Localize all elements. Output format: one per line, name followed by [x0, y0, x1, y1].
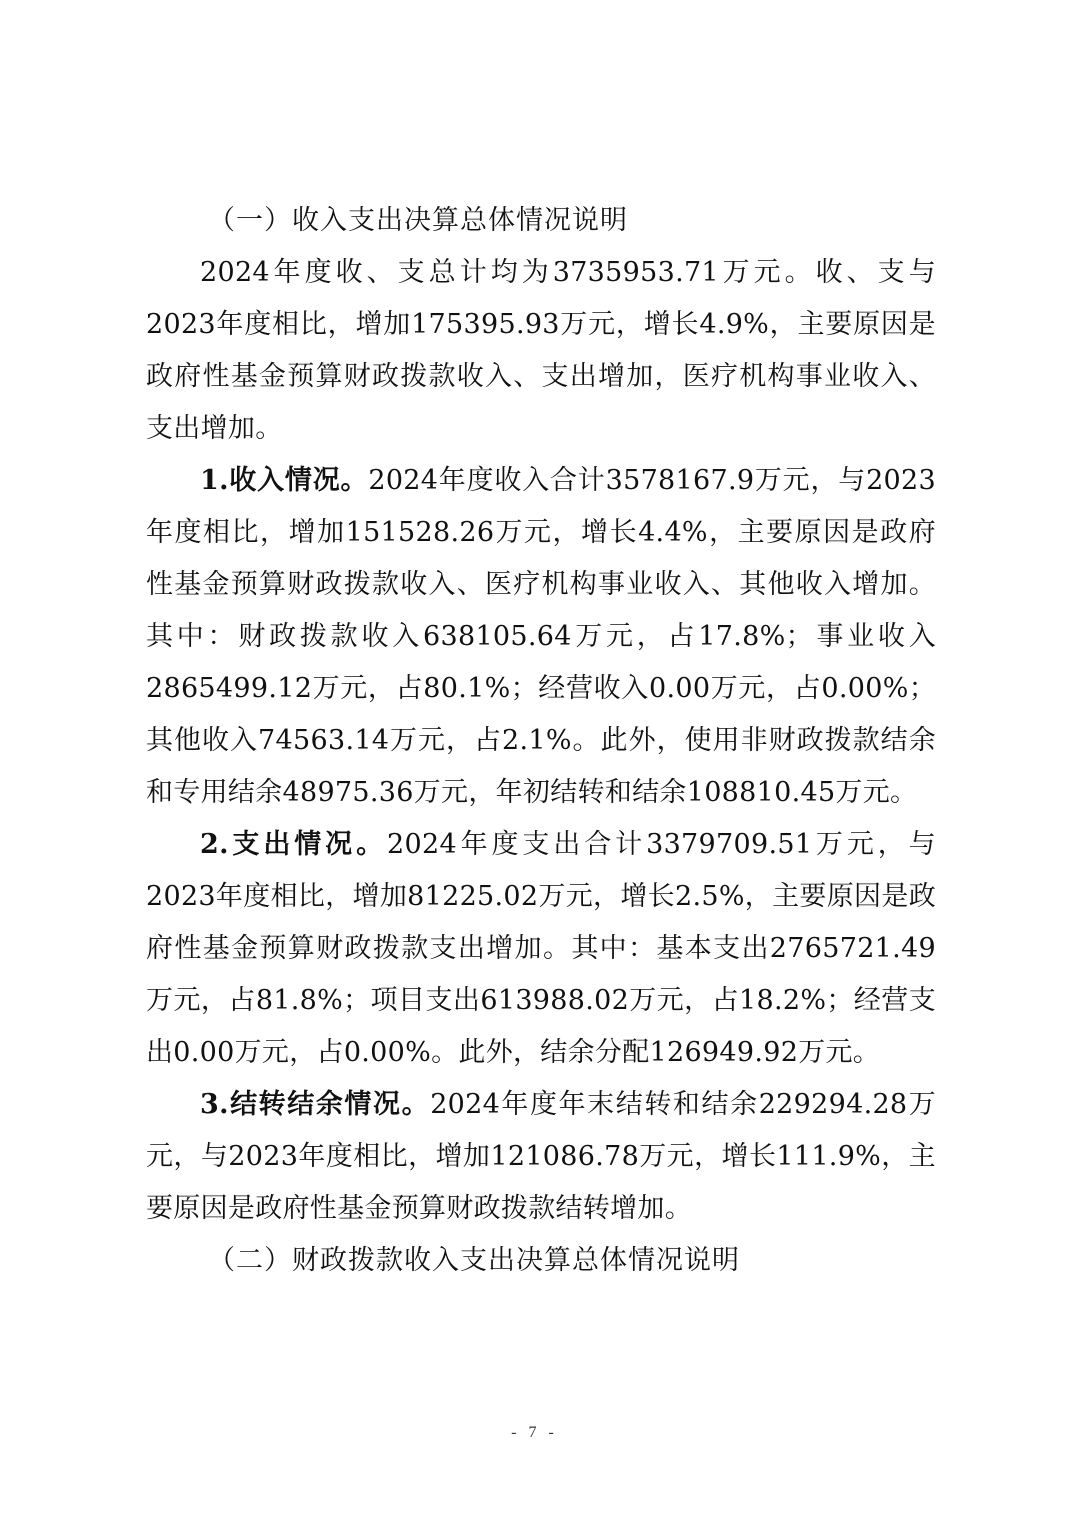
income-label: 1.收入情况。 [200, 465, 369, 496]
expense-text: 2024年度支出合计3379709.51万元，与2023年度相比，增加81225.02万元，增长2.5%，主要原因是政府性基金预算财政拨款支出增加。其中：基本支出2765721.49万元，占81.8%；项目支出613988.02万元，占18.2%；经营支出0.00万元，占0.00%。此外，结余分配126949.92万元。 [146, 829, 936, 1068]
expense-label: 2.支出情况。 [200, 829, 388, 860]
section-heading-2: （二）财政拨款收入支出决算总体情况说明 [208, 1245, 740, 1276]
income-text: 2024年度收入合计3578167.9万元，与2023年度相比，增加151528.26万元，增长4.4%，主要原因是政府性基金预算财政拨款收入、医疗机构事业收入、其他收入增加。其中：财政拨款收入638105.64万元，占17.8%；事业收入2865499.12万元，占80.1%；经营收入0.00万元，占0.00%；其他收入74563.14万元，占2.1%。此外，使用非财政拨款结余和专用结余48975.36万元，年初结转和结余108810.45万元。 [146, 465, 936, 808]
expense-paragraph [146, 819, 936, 1079]
balance-paragraph [146, 1079, 936, 1235]
income-paragraph [146, 455, 936, 819]
section-heading-1: （一）收入支出决算总体情况说明 [208, 205, 628, 236]
summary-paragraph: 2024年度收、支总计均为3735953.71万元。收、支与2023年度相比，增加175395.93万元，增长4.9%，主要原因是政府性基金预算财政拨款收入、支出增加，医疗机构事业收入、支出增加。 [146, 257, 936, 444]
document-page [146, 195, 936, 1287]
page-number: - 7 - [511, 1424, 558, 1441]
balance-label: 3.结转结余情况。 [200, 1089, 431, 1120]
balance-text: 2024年度年末结转和结余229294.28万元，与2023年度相比，增加121086.78万元，增长111.9%，主要原因是政府性基金预算财政拨款结转增加。 [146, 1089, 936, 1224]
